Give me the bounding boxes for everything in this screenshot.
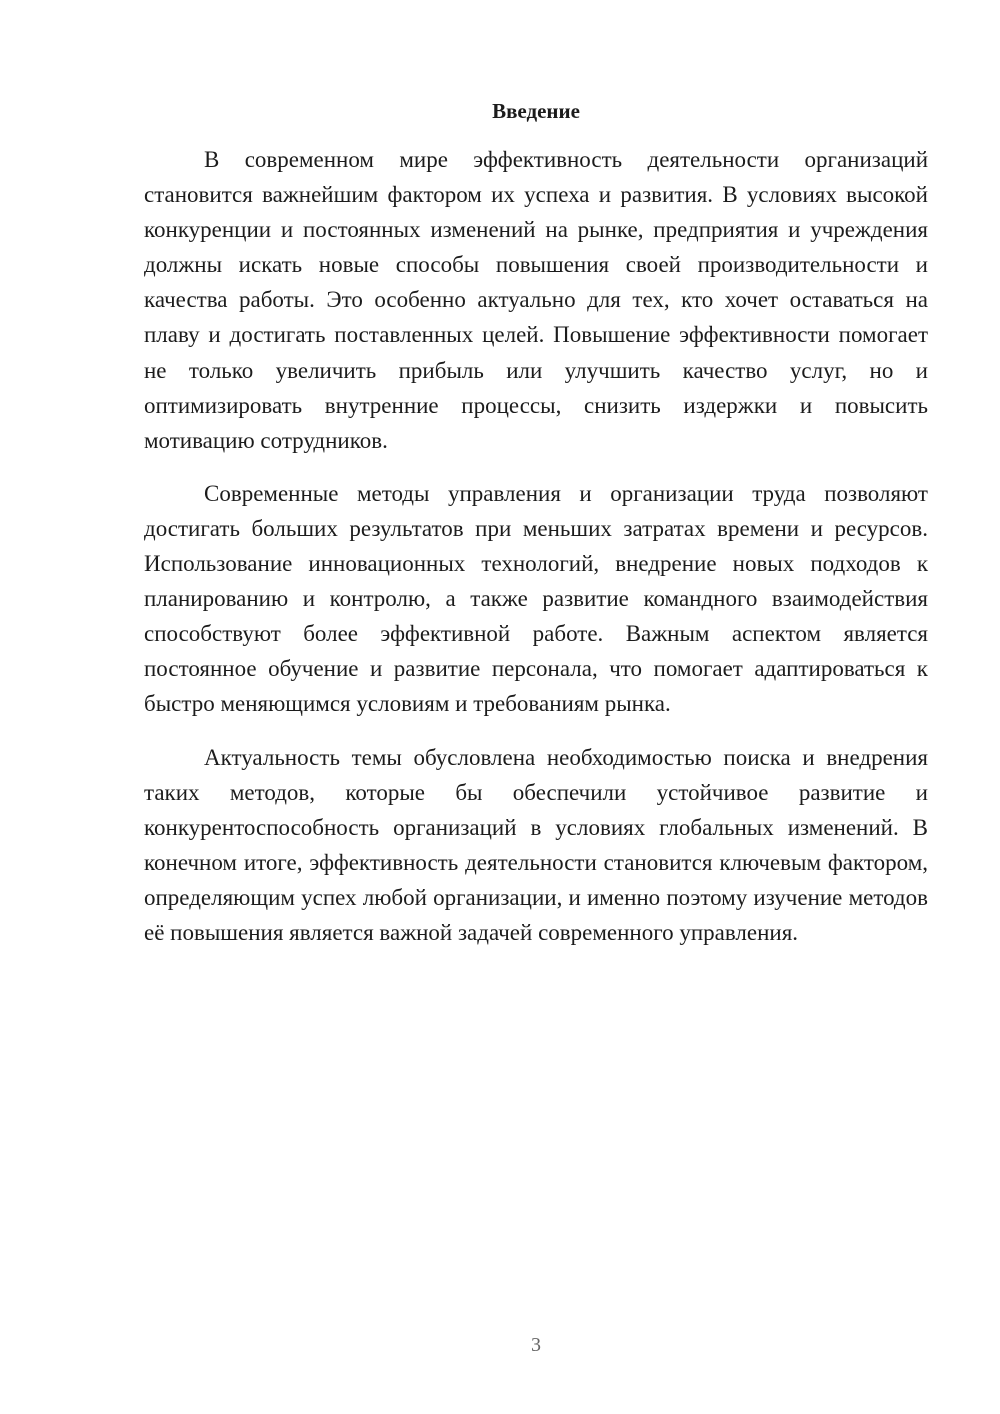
paragraph-1: В современном мире эффективность деятельности организаций становится важнейшим фактором их успеха и развития. В условиях высокой конкуренции и постоянных изменений на рынке, предприятия и учреждения должны искать новые способы повышения своей производительности и качества работы. Это особенно актуально для тех, кто хочет оставаться на плаву и достигать поставленных целей. Повышение эффективности помогает не только увеличить прибыль или улучшить качество услуг, но и оптимизировать внутренние процессы, снизить издержки и повысить мотивацию сотрудников. (144, 147, 928, 453)
paragraph-3: Актуальность темы обусловлена необходимостью поиска и внедрения таких методов, которые бы обеспечили устойчивое развитие и конкурентоспособность организаций в условиях глобальных изменений. В конечном итоге, эффективность деятельности становится ключевым фактором, определяющим успех любой организации, и именно поэтому изучение методов её повышения является важной задачей современного управления. (144, 744, 928, 945)
section-title: Введение (492, 99, 580, 123)
document-body (144, 94, 928, 950)
page-number: 3 (531, 1334, 541, 1356)
paragraph-2: Современные методы управления и организации труда позволяют достигать больших результатов при меньших затратах времени и ресурсов. Использование инновационных технологий, внедрение новых подходов к планированию и контролю, а также развитие командного взаимодействия способствуют более эффективной работе. Важным аспектом является постоянное обучение и развитие персонала, что помогает адаптироваться к быстро меняющимся условиям и требованиям рынка. (144, 480, 928, 717)
